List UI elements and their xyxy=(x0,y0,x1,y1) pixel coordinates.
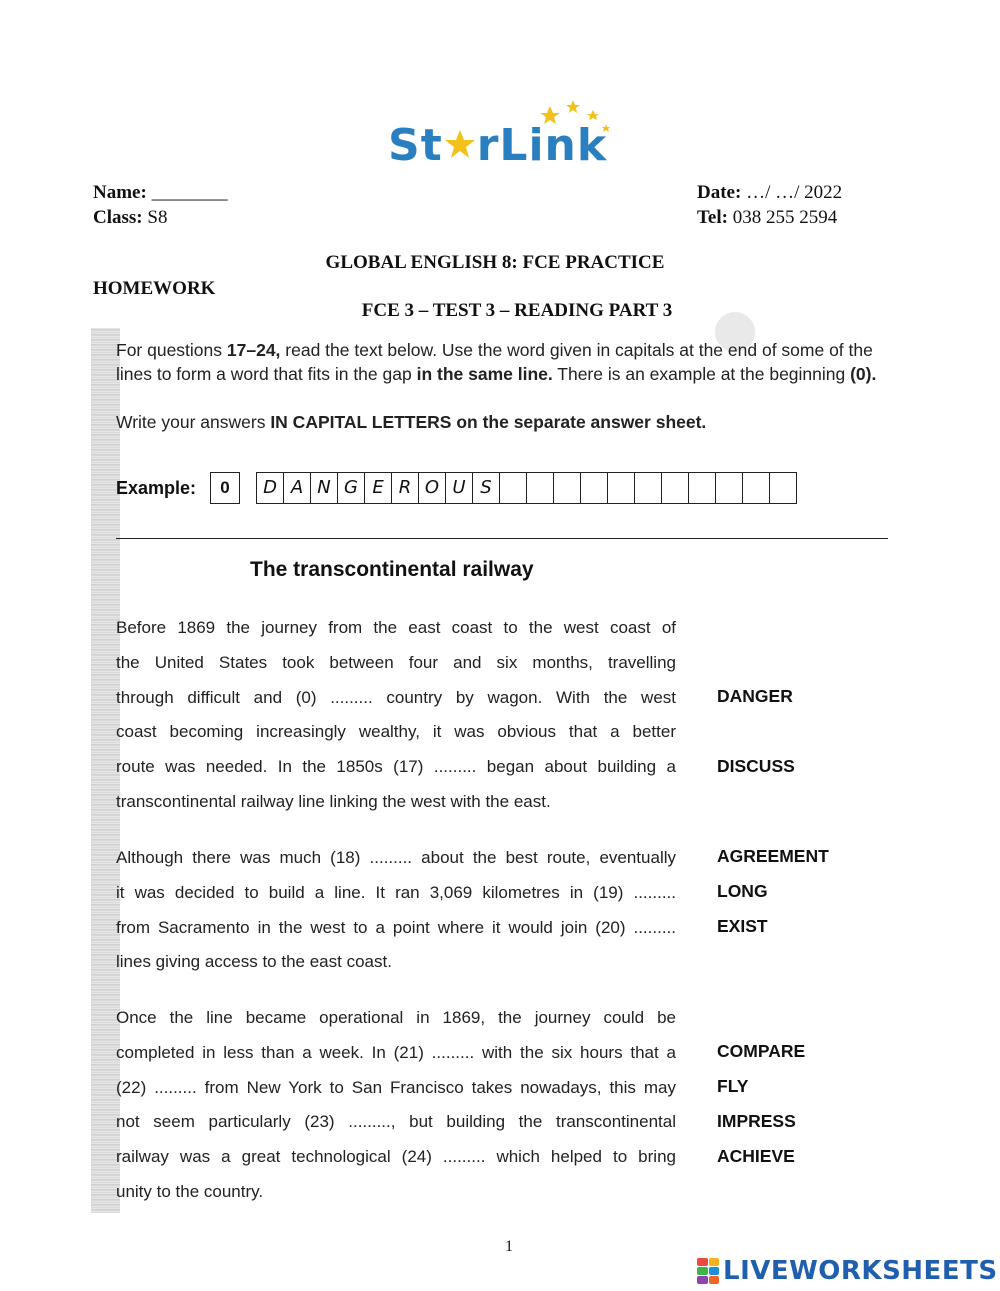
class-value: S8 xyxy=(147,207,168,228)
text-line: not seem particularly (23) ........., but building the transcontinental xyxy=(116,1112,676,1132)
instruction-text: read the text below. Use the word given in capitals at the end of some of the xyxy=(280,340,873,360)
tel-value: 038 255 2594 xyxy=(732,207,838,228)
story-title: The transcontinental railway xyxy=(250,558,534,581)
tel-label: Tel: xyxy=(697,207,728,228)
keyword-agreement: AGREEMENT xyxy=(717,846,829,866)
text-line: completed in less than a week. In (21) ......... with the six hours that a xyxy=(116,1042,676,1062)
logo-text-end: rLink xyxy=(476,120,608,171)
date-label: Date: xyxy=(697,182,742,203)
keyword-impress: IMPRESS xyxy=(717,1111,796,1131)
tel-field xyxy=(697,207,837,229)
instruction-text: lines to form a word that fits in the gap xyxy=(116,364,417,384)
instruction-bold: in the same line. xyxy=(416,364,553,384)
text-line: unity to the country. xyxy=(116,1181,264,1201)
instruction-bold: (0). xyxy=(850,364,877,384)
keyword-compare: COMPARE xyxy=(717,1041,806,1061)
keyword-long: LONG xyxy=(717,881,768,901)
test-heading: FCE 3 – TEST 3 – READING PART 3 xyxy=(361,300,673,321)
paragraph-3 xyxy=(116,1001,676,1210)
text-line: Once the line became operational in 1869, the journey could be xyxy=(116,1008,676,1027)
paragraph-2 xyxy=(116,841,676,980)
homework-heading: HOMEWORK xyxy=(93,278,216,299)
answer-cell xyxy=(743,473,770,503)
class-field xyxy=(93,207,167,229)
text-line: railway was a great technological (24) ......... which helped to bring xyxy=(116,1147,676,1167)
answer-cell xyxy=(554,473,581,503)
class-label: Class: xyxy=(93,207,143,228)
text-line: from Sacramento in the west to a point where it would join (20) ......... xyxy=(116,917,676,937)
answer-cell xyxy=(716,473,743,503)
keyword-fly: FLY xyxy=(717,1076,749,1096)
answer-cell: G xyxy=(338,473,365,503)
instruction-text: Write your answers xyxy=(116,412,271,432)
text-line: transcontinental railway line linking the west with the east. xyxy=(116,791,551,811)
text-line: Although there was much (18) ......... about the best route, eventually xyxy=(116,848,676,867)
paragraph-1 xyxy=(116,611,676,820)
answer-cell xyxy=(689,473,716,503)
text-line: through difficult and (0) ......... country by wagon. With the west xyxy=(116,687,676,707)
instruction-line-1 xyxy=(116,338,873,363)
keyword-exist: EXIST xyxy=(717,916,768,936)
instruction-bold: IN CAPITAL LETTERS on the separate answer sheet. xyxy=(270,412,707,432)
answer-cell xyxy=(662,473,689,503)
instruction-text: There is an example at the beginning xyxy=(552,364,851,384)
text-line: it was decided to build a line. It ran 3,069 kilometres in (19) ......... xyxy=(116,882,676,902)
answer-cell xyxy=(635,473,662,503)
instruction-bold: 17–24, xyxy=(226,340,281,360)
answer-cell: D xyxy=(257,473,284,503)
instruction-line-3 xyxy=(116,410,706,435)
answer-cell: U xyxy=(446,473,473,503)
answer-cell xyxy=(581,473,608,503)
answer-cell: E xyxy=(365,473,392,503)
answer-cell xyxy=(500,473,527,503)
logo-text-start: St xyxy=(388,120,443,171)
text-line: coast becoming increasingly wealthy, it was obvious that a better xyxy=(116,722,676,742)
answer-cell: N xyxy=(311,473,338,503)
date-value: …/ …/ 2022 xyxy=(746,182,843,203)
text-line: (22) ......... from New York to San Francisco takes nowadays, this may xyxy=(116,1077,676,1097)
name-value: ________ xyxy=(151,182,228,203)
name-field xyxy=(93,182,228,204)
keyword-danger: DANGER xyxy=(717,686,793,706)
section-divider xyxy=(116,538,888,539)
keyword-discuss: DISCUSS xyxy=(717,756,795,776)
text-line: route was needed. In the 1850s (17) ......... began about building a xyxy=(116,757,676,777)
liveworksheets-text: LIVEWORKSHEETS xyxy=(723,1256,998,1286)
logo-star-icon xyxy=(443,124,477,164)
name-label: Name: xyxy=(93,182,147,203)
text-line: the United States took between four and six months, travelling xyxy=(116,652,676,672)
liveworksheets-icon xyxy=(697,1258,719,1284)
example-answer-boxes xyxy=(256,472,797,504)
instruction-line-2 xyxy=(116,362,876,387)
example-number-box: 0 xyxy=(210,472,240,504)
date-field xyxy=(697,182,842,204)
example-label: Example: xyxy=(116,478,197,498)
keyword-achieve: ACHIEVE xyxy=(717,1146,795,1166)
page-title: GLOBAL ENGLISH 8: FCE PRACTICE xyxy=(325,252,665,273)
answer-cell: R xyxy=(392,473,419,503)
answer-cell xyxy=(527,473,554,503)
answer-cell xyxy=(608,473,635,503)
starlink-logo xyxy=(388,98,618,178)
answer-cell: S xyxy=(473,473,500,503)
answer-cell xyxy=(770,473,797,503)
page-number: 1 xyxy=(505,1238,513,1255)
text-line: lines giving access to the east coast. xyxy=(116,952,392,972)
answer-cell: O xyxy=(419,473,446,503)
answer-cell: A xyxy=(284,473,311,503)
instruction-text: For questions xyxy=(116,340,227,360)
text-line: Before 1869 the journey from the east coast to the west coast of xyxy=(116,618,676,637)
liveworksheets-brand[interactable] xyxy=(697,1256,998,1286)
